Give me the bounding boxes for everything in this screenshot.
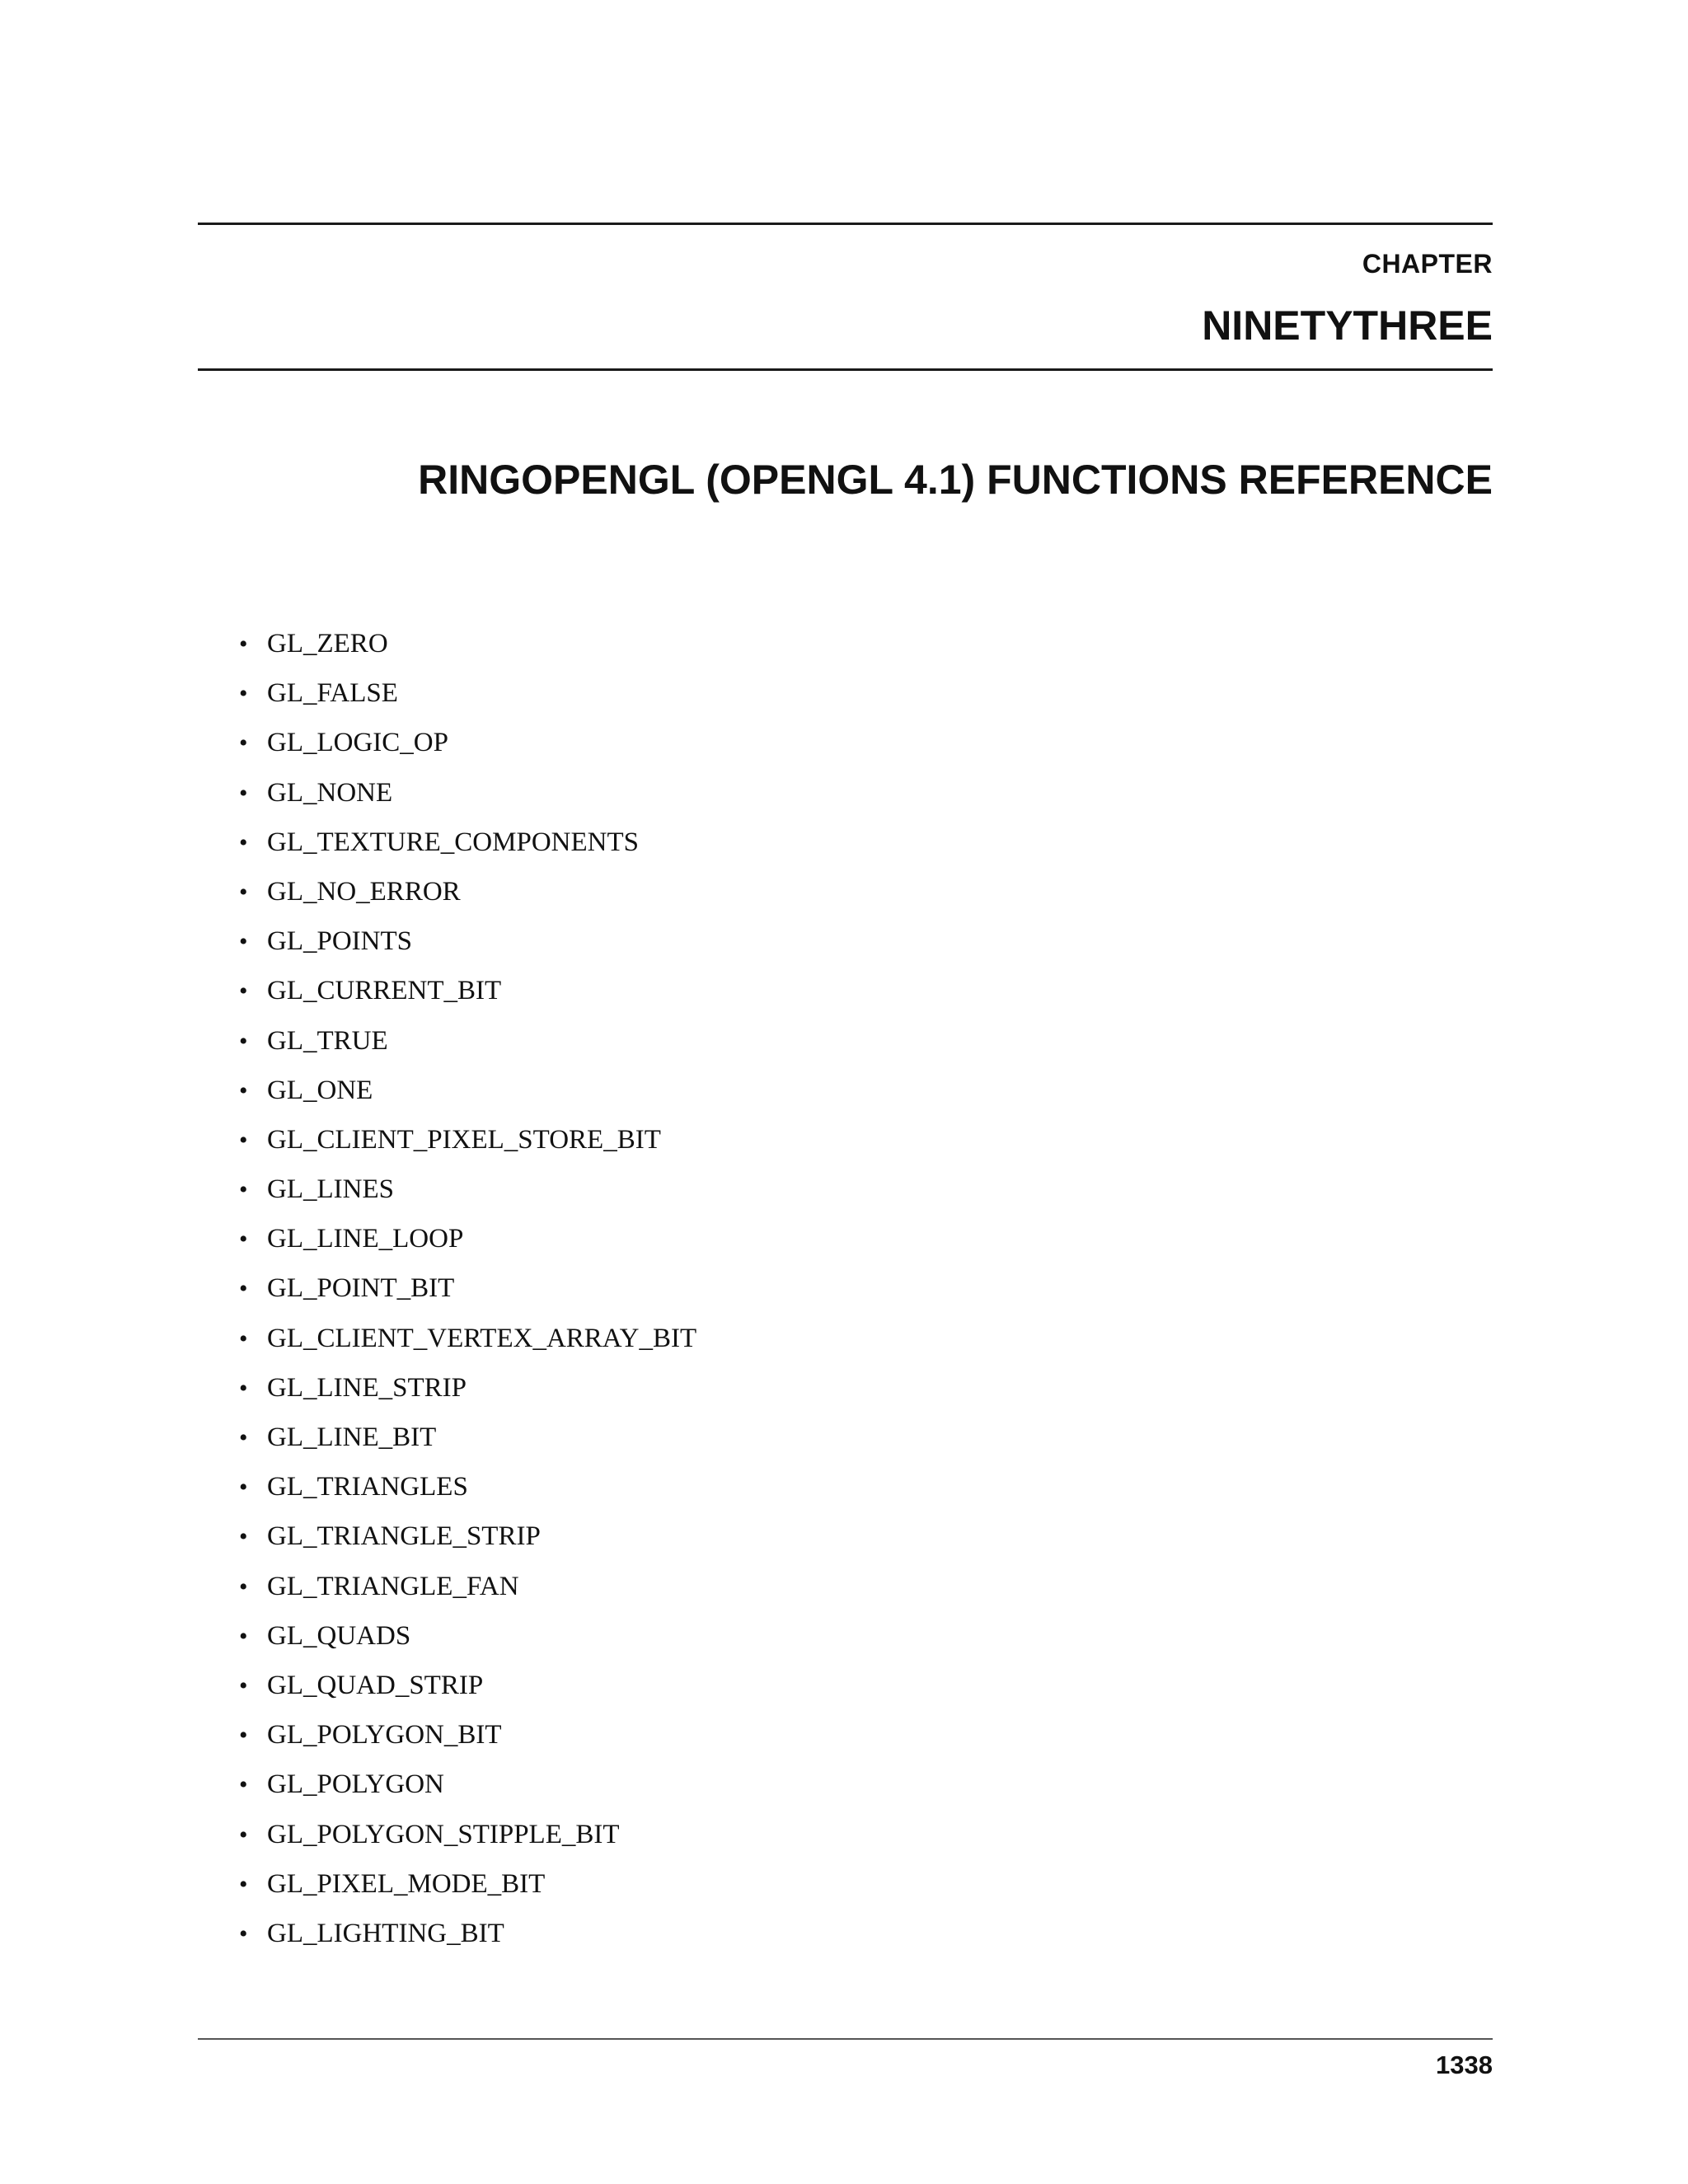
list-item: [239, 676, 696, 725]
bullet-icon: •: [239, 1027, 248, 1055]
bullet-icon: •: [239, 729, 248, 757]
constant-name: GL_CLIENT_VERTEX_ARRAY_BIT: [267, 1323, 697, 1353]
list-item: [239, 1172, 696, 1221]
bullet-icon: •: [239, 1919, 248, 1947]
bullet-icon: •: [239, 1126, 248, 1154]
list-item: [239, 725, 696, 775]
list-item: [239, 874, 696, 924]
chapter-label: CHAPTER: [1362, 249, 1493, 279]
bullet-icon: •: [239, 1821, 248, 1849]
bullet-icon: •: [239, 1324, 248, 1352]
constant-name: GL_CURRENT_BIT: [267, 976, 502, 1006]
constant-name: GL_POINT_BIT: [267, 1273, 455, 1304]
list-item: [239, 1024, 696, 1073]
constant-name: GL_ZERO: [267, 629, 388, 658]
constant-name: GL_LIGHTING_BIT: [267, 1918, 504, 1948]
chapter-name: NINETYTHREE: [1202, 302, 1493, 349]
list-item: [239, 825, 696, 874]
bullet-icon: •: [239, 680, 248, 708]
constant-name: GL_TRIANGLES: [267, 1472, 468, 1502]
list-item: [239, 1619, 696, 1668]
constant-name: GL_POLYGON_STIPPLE_BIT: [267, 1819, 620, 1849]
footer-rule: [198, 2038, 1493, 2040]
list-item: [239, 776, 696, 825]
list-item: [239, 1371, 696, 1420]
bullet-icon: •: [239, 1474, 248, 1502]
list-item: [239, 1420, 696, 1469]
constant-name: GL_QUADS: [267, 1620, 411, 1651]
constant-name: GL_TEXTURE_COMPONENTS: [267, 827, 639, 857]
constant-name: GL_NO_ERROR: [267, 876, 461, 907]
bullet-icon: •: [239, 1176, 248, 1204]
bullet-icon: •: [239, 1275, 248, 1303]
page-number: 1338: [1436, 2050, 1493, 2079]
list-item: [239, 626, 696, 676]
bullet-icon: •: [239, 1622, 248, 1650]
constant-name: GL_TRIANGLE_STRIP: [267, 1521, 541, 1552]
list-item: [239, 1221, 696, 1271]
bullet-icon: •: [239, 977, 248, 1005]
list-item: [239, 973, 696, 1023]
constant-name: GL_QUAD_STRIP: [267, 1670, 484, 1700]
page-title: RINGOPENGL (OPENGL 4.1) FUNCTIONS REFERENCE: [418, 457, 1493, 503]
constant-name: GL_LOGIC_OP: [267, 728, 448, 758]
list-item: [239, 1469, 696, 1519]
constants-list: [239, 626, 696, 1966]
bullet-icon: •: [239, 828, 248, 856]
list-item: [239, 1718, 696, 1767]
constant-name: GL_NONE: [267, 777, 393, 808]
list-item: [239, 1122, 696, 1172]
list-item: [239, 1916, 696, 1966]
constant-name: GL_PIXEL_MODE_BIT: [267, 1868, 546, 1899]
list-item: [239, 1817, 696, 1867]
bullet-icon: •: [239, 1671, 248, 1699]
list-item: [239, 1668, 696, 1718]
bullet-icon: •: [239, 1572, 248, 1601]
constant-name: GL_FALSE: [267, 678, 398, 709]
bullet-icon: •: [239, 878, 248, 906]
bullet-icon: •: [239, 1771, 248, 1799]
bullet-icon: •: [239, 1870, 248, 1898]
chapter-top-rule: [198, 223, 1493, 225]
constant-name: GL_LINE_BIT: [267, 1422, 437, 1452]
constant-name: GL_ONE: [267, 1075, 373, 1105]
list-item: [239, 1321, 696, 1371]
constant-name: GL_TRIANGLE_FAN: [267, 1571, 519, 1601]
constant-name: GL_POLYGON: [267, 1769, 444, 1800]
constant-name: GL_LINE_LOOP: [267, 1224, 464, 1254]
bullet-icon: •: [239, 1374, 248, 1402]
constant-name: GL_CLIENT_PIXEL_STORE_BIT: [267, 1124, 661, 1155]
bullet-icon: •: [239, 779, 248, 807]
bullet-icon: •: [239, 630, 248, 658]
constant-name: GL_POLYGON_BIT: [267, 1720, 502, 1750]
bullet-icon: •: [239, 928, 248, 956]
bullet-icon: •: [239, 1722, 248, 1750]
list-item: [239, 1569, 696, 1619]
constant-name: GL_TRUE: [267, 1025, 388, 1056]
bullet-icon: •: [239, 1523, 248, 1551]
list-item: [239, 1767, 696, 1816]
list-item: [239, 1867, 696, 1916]
bullet-icon: •: [239, 1226, 248, 1254]
constant-name: GL_LINE_STRIP: [267, 1372, 467, 1403]
list-item: [239, 924, 696, 973]
bullet-icon: •: [239, 1076, 248, 1104]
list-item: [239, 1271, 696, 1320]
list-item: [239, 1519, 696, 1568]
constant-name: GL_LINES: [267, 1174, 394, 1205]
list-item: [239, 1073, 696, 1122]
bullet-icon: •: [239, 1424, 248, 1451]
chapter-bottom-rule: [198, 368, 1493, 371]
constant-name: GL_POINTS: [267, 926, 413, 957]
